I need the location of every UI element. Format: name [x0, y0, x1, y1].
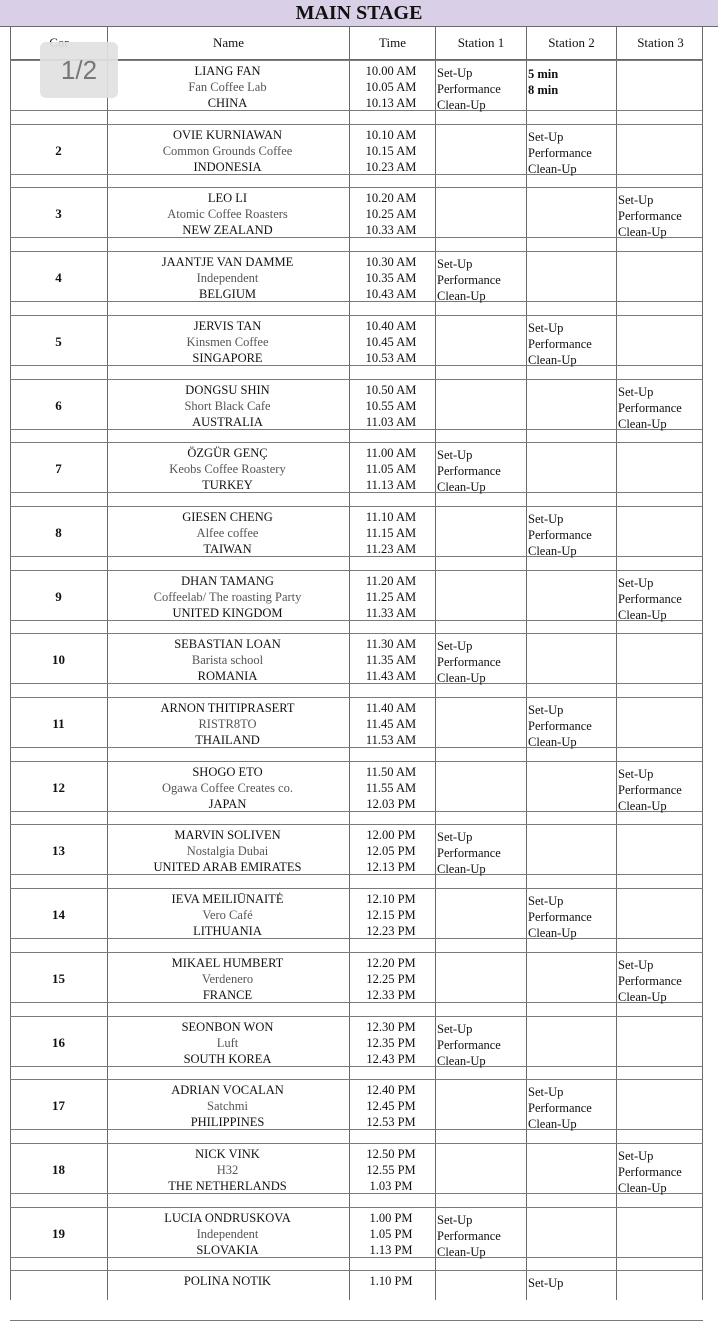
- station-phase: Clean-Up: [437, 1053, 486, 1068]
- station-phase: Performance: [437, 464, 501, 479]
- competitor-name: DHAN TAMANG: [181, 573, 274, 588]
- competitor-country: AUSTRALIA: [192, 414, 263, 429]
- competitor-affiliation: [107, 1289, 348, 1305]
- competitor-number: 18: [52, 1161, 65, 1177]
- competitor-number: 14: [52, 907, 65, 923]
- competitor-country: ROMANIA: [197, 669, 258, 684]
- station-phase: Set-Up: [618, 766, 654, 781]
- slot-time: 12.23 PM: [366, 924, 416, 939]
- slot-time: 12.30 PM: [366, 1019, 416, 1034]
- slot-time: 12.15 PM: [366, 908, 416, 923]
- competitor-number: 9: [55, 588, 62, 604]
- competitor-affiliation: Short Black Cafe: [184, 398, 271, 413]
- competitor-block: [10, 888, 703, 952]
- station-phase: Performance: [437, 655, 501, 670]
- schedule-table: [10, 60, 703, 1300]
- station-phase: Set-Up: [437, 830, 473, 845]
- station-phase: Set-Up: [437, 1212, 473, 1227]
- station-phase: Performance: [437, 1037, 501, 1052]
- station-phase: Set-Up: [437, 448, 473, 463]
- slot-time: 11.20 AM: [365, 573, 417, 588]
- station-phase: Performance: [437, 846, 501, 861]
- slot-time: 1.03 PM: [369, 1178, 413, 1193]
- station-phase: Performance: [528, 336, 592, 351]
- station-phase: Clean-Up: [618, 607, 667, 622]
- competitor-name: ADRIAN VOCALAN: [171, 1083, 284, 1098]
- slot-time: 10.45 AM: [365, 334, 417, 349]
- slot-time: 11.15 AM: [365, 525, 417, 540]
- station-phase: Set-Up: [437, 1021, 473, 1036]
- station-phase: Set-Up: [528, 894, 564, 909]
- slot-time: 10.35 AM: [365, 271, 417, 286]
- station-phase: Set-Up: [528, 511, 564, 526]
- competitor-block: [10, 633, 703, 697]
- competitor-name: MIKAEL HUMBERT: [171, 955, 284, 970]
- competitor-country: NEW ZEALAND: [182, 223, 273, 238]
- station-phase: Clean-Up: [437, 862, 486, 877]
- competitor-affiliation: Alfee coffee: [196, 525, 259, 540]
- competitor-block: [10, 697, 703, 761]
- slot-time: 11.43 AM: [365, 669, 417, 684]
- slot-time: 11.10 AM: [365, 509, 417, 524]
- slot-time: 12.13 PM: [366, 860, 416, 875]
- competitor-affiliation: Fan Coffee Lab: [188, 80, 267, 94]
- competitor-country: LITHUANIA: [193, 924, 262, 939]
- slot-time: 1.13 PM: [369, 1242, 413, 1257]
- slot-time: 11.45 AM: [365, 717, 417, 731]
- slot-time: 11.25 AM: [365, 589, 417, 604]
- slot-time: 1.10 PM: [369, 1274, 413, 1289]
- slot-time: 10.20 AM: [365, 191, 417, 206]
- station-phase: Performance: [528, 719, 592, 733]
- competitor-number: 3: [55, 206, 62, 222]
- competitor-name: SHOGO ETO: [192, 764, 263, 779]
- competitor-affiliation: Kinsmen Coffee: [186, 334, 269, 349]
- competitor-block: [10, 442, 703, 506]
- station-phase: Set-Up: [528, 1276, 564, 1291]
- competitor-name: POLINA NOTIK: [183, 1274, 272, 1289]
- competitor-name: JERVIS TAN: [193, 318, 262, 333]
- station-phase: Set-Up: [618, 575, 654, 590]
- station-phase: Set-Up: [618, 193, 654, 208]
- competitor-affiliation: Verdenero: [201, 971, 254, 986]
- slot-time: 12.10 PM: [366, 892, 416, 907]
- duration-note: 5 min: [528, 67, 559, 81]
- slot-time: [349, 1289, 433, 1305]
- competitor-number: 12: [52, 779, 65, 795]
- competitor-affiliation: Satchmi: [207, 1099, 248, 1114]
- competitor-country: UNITED KINGDOM: [172, 605, 283, 620]
- slot-time: 12.40 PM: [366, 1083, 416, 1098]
- competitor-affiliation: Vero Café: [202, 908, 253, 923]
- slot-time: 11.40 AM: [365, 701, 417, 715]
- station-phase: Clean-Up: [618, 225, 667, 240]
- slot-time: 12.05 PM: [366, 844, 416, 859]
- competitor-country: TAIWAN: [203, 541, 252, 556]
- station-phase: Clean-Up: [528, 735, 577, 749]
- slot-time: 12.53 PM: [366, 1115, 416, 1130]
- station-phase: Performance: [618, 400, 682, 415]
- slot-time: 11.30 AM: [365, 637, 417, 652]
- competitor-country: JAPAN: [208, 796, 247, 811]
- slot-time: 10.53 AM: [365, 350, 417, 365]
- competitor-affiliation: Barista school: [191, 653, 264, 668]
- slot-time: 12.43 PM: [366, 1051, 416, 1066]
- competitor-number: 7: [55, 461, 62, 477]
- slot-time: 10.23 AM: [365, 159, 417, 174]
- competitor-affiliation: Luft: [216, 1035, 239, 1050]
- competitor-affiliation: Keobs Coffee Roastery: [169, 462, 286, 477]
- slot-time: 1.00 PM: [369, 1210, 413, 1225]
- slot-time: 11.13 AM: [365, 478, 417, 493]
- competitor-name: ARNON THITIPRASERT: [160, 701, 295, 715]
- competitor-name: IEVA MEILIŪNAITĖ: [171, 892, 284, 907]
- slot-time: 11.53 AM: [365, 733, 417, 747]
- competitor-affiliation: Independent: [196, 271, 259, 286]
- header-station-2: Station 2: [527, 26, 617, 59]
- competitor-name: SEBASTIAN LOAN: [174, 637, 281, 652]
- competitor-name: LUCIA ONDRUSKOVA: [164, 1210, 291, 1225]
- competitor-country: UNITED ARAB EMIRATES: [153, 860, 302, 875]
- competitor-name: LEO LI: [207, 191, 248, 206]
- competitor-affiliation: Nostalgia Dubai: [186, 844, 269, 859]
- station-phase: Clean-Up: [437, 98, 486, 112]
- competitor-country: SLOVAKIA: [196, 1242, 259, 1257]
- station-phase: Performance: [528, 527, 592, 542]
- competitor-block: [10, 1079, 703, 1143]
- slot-time: 11.35 AM: [365, 653, 417, 668]
- slot-time: 10.33 AM: [365, 223, 417, 238]
- station-phase: Clean-Up: [437, 480, 486, 495]
- slot-time: 12.25 PM: [366, 971, 416, 986]
- competitor-number: 4: [55, 270, 62, 286]
- station-phase: Clean-Up: [437, 289, 486, 304]
- header-station-1: Station 1: [436, 26, 527, 59]
- station-phase: Clean-Up: [437, 671, 486, 686]
- slot-time: 12.20 PM: [366, 955, 416, 970]
- station-phase: Performance: [528, 910, 592, 925]
- slot-time: 12.33 PM: [366, 987, 416, 1002]
- header-name: Name: [108, 26, 350, 59]
- competitor-block: [10, 761, 703, 825]
- competitor-block: [10, 506, 703, 570]
- station-phase: Clean-Up: [528, 1117, 577, 1132]
- slot-time: [349, 1305, 433, 1321]
- slot-time: 10.10 AM: [365, 127, 417, 142]
- slot-time: 10.40 AM: [365, 318, 417, 333]
- competitor-affiliation: Independent: [196, 1226, 259, 1241]
- slot-time: 11.55 AM: [365, 780, 417, 795]
- competitor-number: 2: [55, 142, 62, 158]
- station-phase: Performance: [618, 973, 682, 988]
- station-phase: Clean-Up: [528, 352, 577, 367]
- slot-time: 11.05 AM: [365, 462, 417, 477]
- competitor-name: NICK VINK: [195, 1146, 260, 1161]
- competitor-affiliation: Atomic Coffee Roasters: [167, 207, 288, 222]
- competitor-name: DONGSU SHIN: [185, 382, 270, 397]
- competitor-country: INDONESIA: [193, 159, 262, 174]
- station-phase: Clean-Up: [618, 989, 667, 1004]
- station-phase: Performance: [528, 145, 592, 160]
- competitor-name: GIESEN CHENG: [182, 509, 273, 524]
- station-phase: Performance: [528, 1101, 592, 1116]
- competitor-name: SEONBON WON: [181, 1019, 274, 1034]
- station-phase: Clean-Up: [618, 416, 667, 431]
- station-phase: Set-Up: [618, 384, 654, 399]
- slot-time: 11.50 AM: [365, 764, 417, 779]
- station-phase: Clean-Up: [528, 543, 577, 558]
- competitor-name: ÖZGÜR GENÇ: [187, 446, 268, 461]
- competitor-country: PHILIPPINES: [190, 1115, 265, 1130]
- station-phase: Performance: [618, 782, 682, 797]
- station-phase: Performance: [437, 273, 501, 288]
- competitor-country: THE NETHERLANDS: [168, 1178, 287, 1193]
- competitor-block: [10, 124, 703, 188]
- station-phase: Performance: [437, 1228, 501, 1243]
- slot-time: 12.03 PM: [366, 796, 416, 811]
- station-phase: Clean-Up: [618, 798, 667, 813]
- competitor-number: 10: [52, 652, 65, 668]
- competitor-block: [10, 251, 703, 315]
- station-phase: Clean-Up: [528, 161, 577, 176]
- slot-time: 11.00 AM: [365, 446, 417, 461]
- page-title: MAIN STAGE: [0, 0, 718, 27]
- slot-time: 10.30 AM: [365, 255, 417, 270]
- station-phase: Set-Up: [437, 257, 473, 272]
- page-indicator[interactable]: 1/2: [40, 42, 118, 98]
- header-station-3: Station 3: [637, 35, 684, 50]
- slot-time: 12.45 PM: [366, 1099, 416, 1114]
- station-phase: Set-Up: [528, 320, 564, 335]
- competitor-name: JAANTJE VAN DAMME: [161, 255, 294, 270]
- slot-time: 12.00 PM: [366, 828, 416, 843]
- station-phase: Performance: [618, 591, 682, 606]
- competitor-number: 15: [52, 970, 65, 986]
- slot-time: 10.00 AM: [365, 64, 417, 78]
- slot-time: 10.15 AM: [365, 143, 417, 158]
- station-phase: Performance: [618, 209, 682, 224]
- competitor-number: 8: [55, 524, 62, 540]
- station-phase: Clean-Up: [528, 926, 577, 941]
- competitor-name: MARVIN SOLIVEN: [174, 828, 281, 843]
- station-phase: Set-Up: [437, 66, 473, 80]
- station-phase: Set-Up: [528, 129, 564, 144]
- slot-time: 10.13 AM: [365, 96, 417, 110]
- competitor-name: LIANG FAN: [194, 64, 261, 78]
- competitor-number: 5: [55, 333, 62, 349]
- competitor-number: 13: [52, 843, 65, 859]
- station-phase: Clean-Up: [618, 1180, 667, 1195]
- header-time: Time: [350, 26, 436, 59]
- competitor-block: [10, 1143, 703, 1207]
- station-phase: Set-Up: [528, 703, 564, 717]
- slot-time: 10.55 AM: [365, 398, 417, 413]
- competitor-number: 16: [52, 1034, 65, 1050]
- competitor-block: [10, 187, 703, 251]
- competitor-affiliation: RISTR8TO: [198, 717, 257, 731]
- slot-time: 1.05 PM: [369, 1226, 413, 1241]
- station-phase: Performance: [618, 1164, 682, 1179]
- competitor-block: [10, 1207, 703, 1271]
- station-phase: Set-Up: [437, 639, 473, 654]
- competitor-number: 11: [52, 716, 65, 731]
- competitor-country: FRANCE: [202, 987, 253, 1002]
- competitor-block: [10, 379, 703, 443]
- competitor-affiliation: Ogawa Coffee Creates co.: [162, 780, 293, 795]
- competitor-affiliation: Coffeelab/ The roasting Party: [153, 589, 302, 604]
- station-phase: Performance: [437, 82, 501, 96]
- competitor-number: 17: [52, 1098, 65, 1114]
- slot-time: 10.05 AM: [365, 80, 417, 94]
- competitor-affiliation: Common Grounds Coffee: [162, 143, 293, 158]
- competitor-country: [107, 1305, 348, 1321]
- competitor-affiliation: H32: [216, 1162, 239, 1177]
- duration-note: 8 min: [528, 83, 559, 97]
- competitor-country: SINGAPORE: [192, 350, 263, 365]
- competitor-block: [10, 1016, 703, 1080]
- competitor-country: CHINA: [207, 96, 248, 110]
- slot-time: 12.55 PM: [366, 1162, 416, 1177]
- competitor-block: [10, 570, 703, 634]
- competitor-number: 19: [52, 1225, 65, 1241]
- slot-time: 11.33 AM: [365, 605, 417, 620]
- competitor-block: [10, 952, 703, 1016]
- competitor-block: [10, 315, 703, 379]
- slot-time: 10.50 AM: [365, 382, 417, 397]
- slot-time: 10.25 AM: [365, 207, 417, 222]
- competitor-block: [10, 824, 703, 888]
- station-phase: Clean-Up: [437, 1244, 486, 1259]
- competitor-number: 6: [55, 397, 62, 413]
- competitor-country: SOUTH KOREA: [183, 1051, 272, 1066]
- station-phase: Set-Up: [528, 1085, 564, 1100]
- slot-time: 12.50 PM: [366, 1146, 416, 1161]
- slot-time: 11.23 AM: [365, 541, 417, 556]
- station-phase: Set-Up: [618, 957, 654, 972]
- slot-time: 10.43 AM: [365, 287, 417, 302]
- slot-time: 12.35 PM: [366, 1035, 416, 1050]
- slot-time: 11.03 AM: [365, 414, 417, 429]
- competitor-country: TURKEY: [202, 478, 253, 493]
- station-phase: Set-Up: [618, 1148, 654, 1163]
- competitor-country: BELGIUM: [199, 287, 256, 302]
- competitor-country: THAILAND: [195, 733, 260, 747]
- competitor-name: OVIE KURNIAWAN: [172, 127, 283, 142]
